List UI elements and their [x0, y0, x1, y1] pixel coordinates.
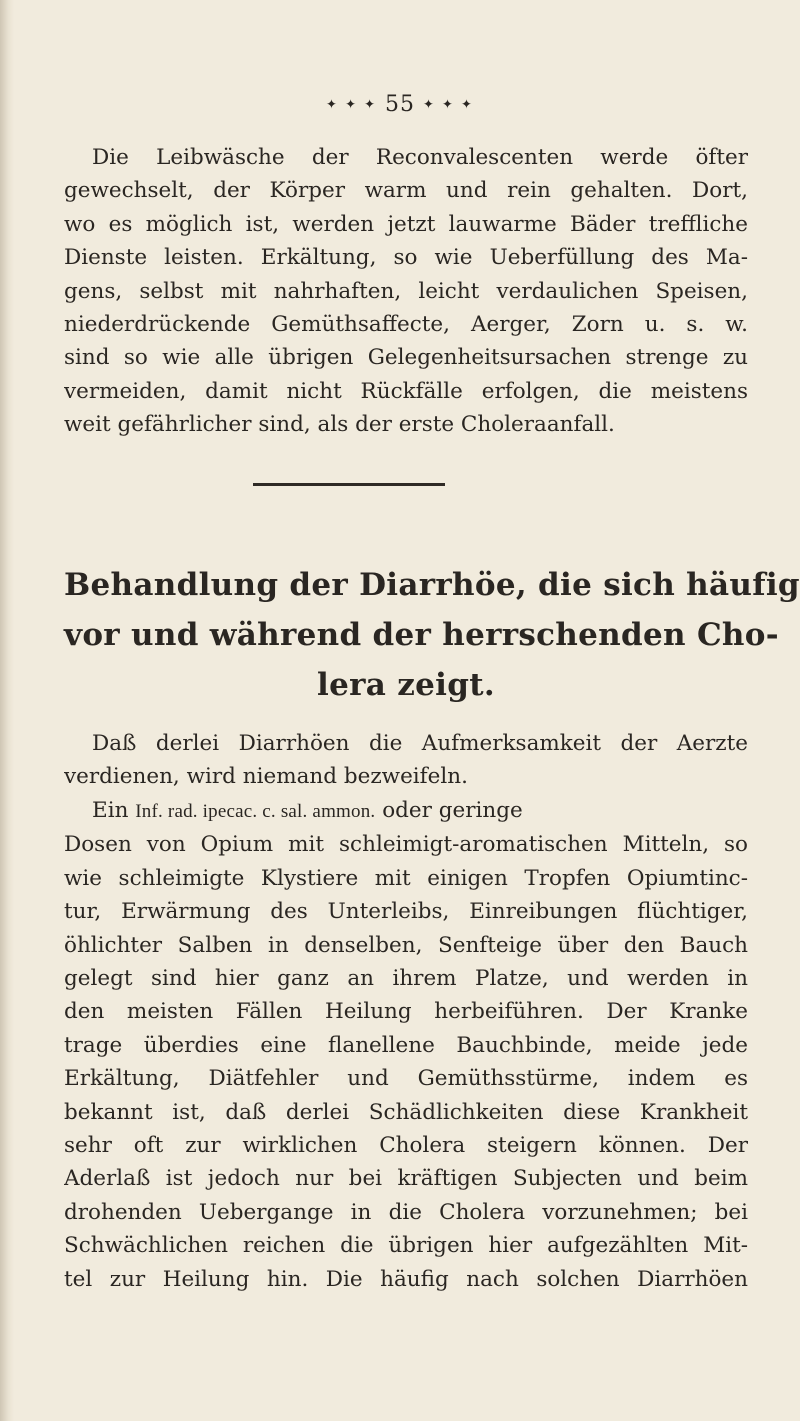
text-line: drohenden Uebergange in die Cholera vorzunehmen; bei — [64, 1199, 748, 1225]
text-line: gelegt sind hier ganz an ihrem Platze, und werden in — [64, 966, 748, 992]
text-line: gewechselt, der Körper warm und rein gehalten. Dort, — [64, 178, 748, 204]
text-line: vermeiden, damit nicht Rückfälle erfolgen, die meistens — [64, 378, 748, 404]
ornament-right: ✦ ✦ ✦ — [423, 97, 474, 113]
heading-line: lera zeigt. — [317, 667, 495, 703]
text-line: öhlichter Salben in denselben, Senfteige über den Bauch — [64, 932, 748, 958]
text-line — [64, 794, 748, 828]
text-line: tel zur Heilung hin. Die häufig nach solchen Diarrhöen — [64, 1266, 748, 1292]
text-line: wie schleimigte Klystiere mit einigen Tropfen Opiumtinc- — [64, 865, 748, 891]
section-heading — [64, 560, 800, 710]
section-divider — [253, 483, 445, 486]
text-line: verdienen, wird niemand bezweifeln. — [64, 764, 468, 790]
latin-prescription: Inf. rad. ipecac. c. sal. ammon. — [135, 801, 376, 822]
text-line: sind so wie alle übrigen Gelegenheitsursachen strenge zu — [64, 345, 748, 371]
page-gutter — [0, 0, 14, 1421]
paragraph-treatment — [64, 794, 748, 1296]
text-line: trage überdies eine flanellene Bauchbinde, meide jede — [64, 1032, 748, 1058]
page-header — [0, 92, 800, 117]
text-line: bekannt ist, daß derlei Schädlichkeiten diese Krankheit — [64, 1099, 748, 1125]
text-line: Dienste leisten. Erkältung, so wie Ueberfüllung des Ma- — [64, 245, 748, 271]
text-line: weit gefährlicher sind, als der erste Choleraanfall. — [64, 412, 615, 438]
paragraph-diarrhoea-intro — [64, 727, 748, 794]
text-line: Schwächlichen reichen die übrigen hier aufgezählten Mit- — [64, 1233, 748, 1259]
text-line: tur, Erwärmung des Unterleibs, Einreibungen flüchtiger, — [64, 899, 748, 925]
text-line: sehr oft zur wirklichen Cholera steigern können. Der — [64, 1133, 748, 1159]
text-line: Daß derlei Diarrhöen die Aufmerksamkeit der Aerzte — [92, 731, 748, 756]
text-line: Die Leibwäsche der Reconvalescenten werde öfter — [92, 145, 748, 170]
heading-line: Behandlung der Diarrhöe, die sich häufig — [64, 567, 800, 603]
text-run: Ein — [92, 798, 129, 823]
paragraph-reconvalescents — [64, 141, 748, 442]
text-line: Erkältung, Diätfehler und Gemüthsstürme, indem es — [64, 1066, 748, 1092]
text-line: Dosen von Opium mit schleimigt-aromatischen Mitteln, so — [64, 832, 748, 858]
text-line: Aderlaß ist jedoch nur bei kräftigen Subjecten und beim — [64, 1166, 748, 1192]
text-line: wo es möglich ist, werden jetzt lauwarme Bäder treffliche — [64, 211, 748, 237]
page-number: 55 — [385, 92, 415, 117]
text-line: gens, selbst mit nahrhaften, leicht verdaulichen Speisen, — [64, 278, 748, 304]
text-line: niederdrückende Gemüthsaffecte, Aerger, Zorn u. s. w. — [64, 312, 748, 338]
text-line: den meisten Fällen Heilung herbeiführen. Der Kranke — [64, 999, 748, 1025]
ornament-left: ✦ ✦ ✦ — [326, 97, 377, 113]
text-run: oder geringe — [382, 798, 523, 823]
heading-line: vor und während der herrschenden Cho- — [64, 617, 779, 653]
